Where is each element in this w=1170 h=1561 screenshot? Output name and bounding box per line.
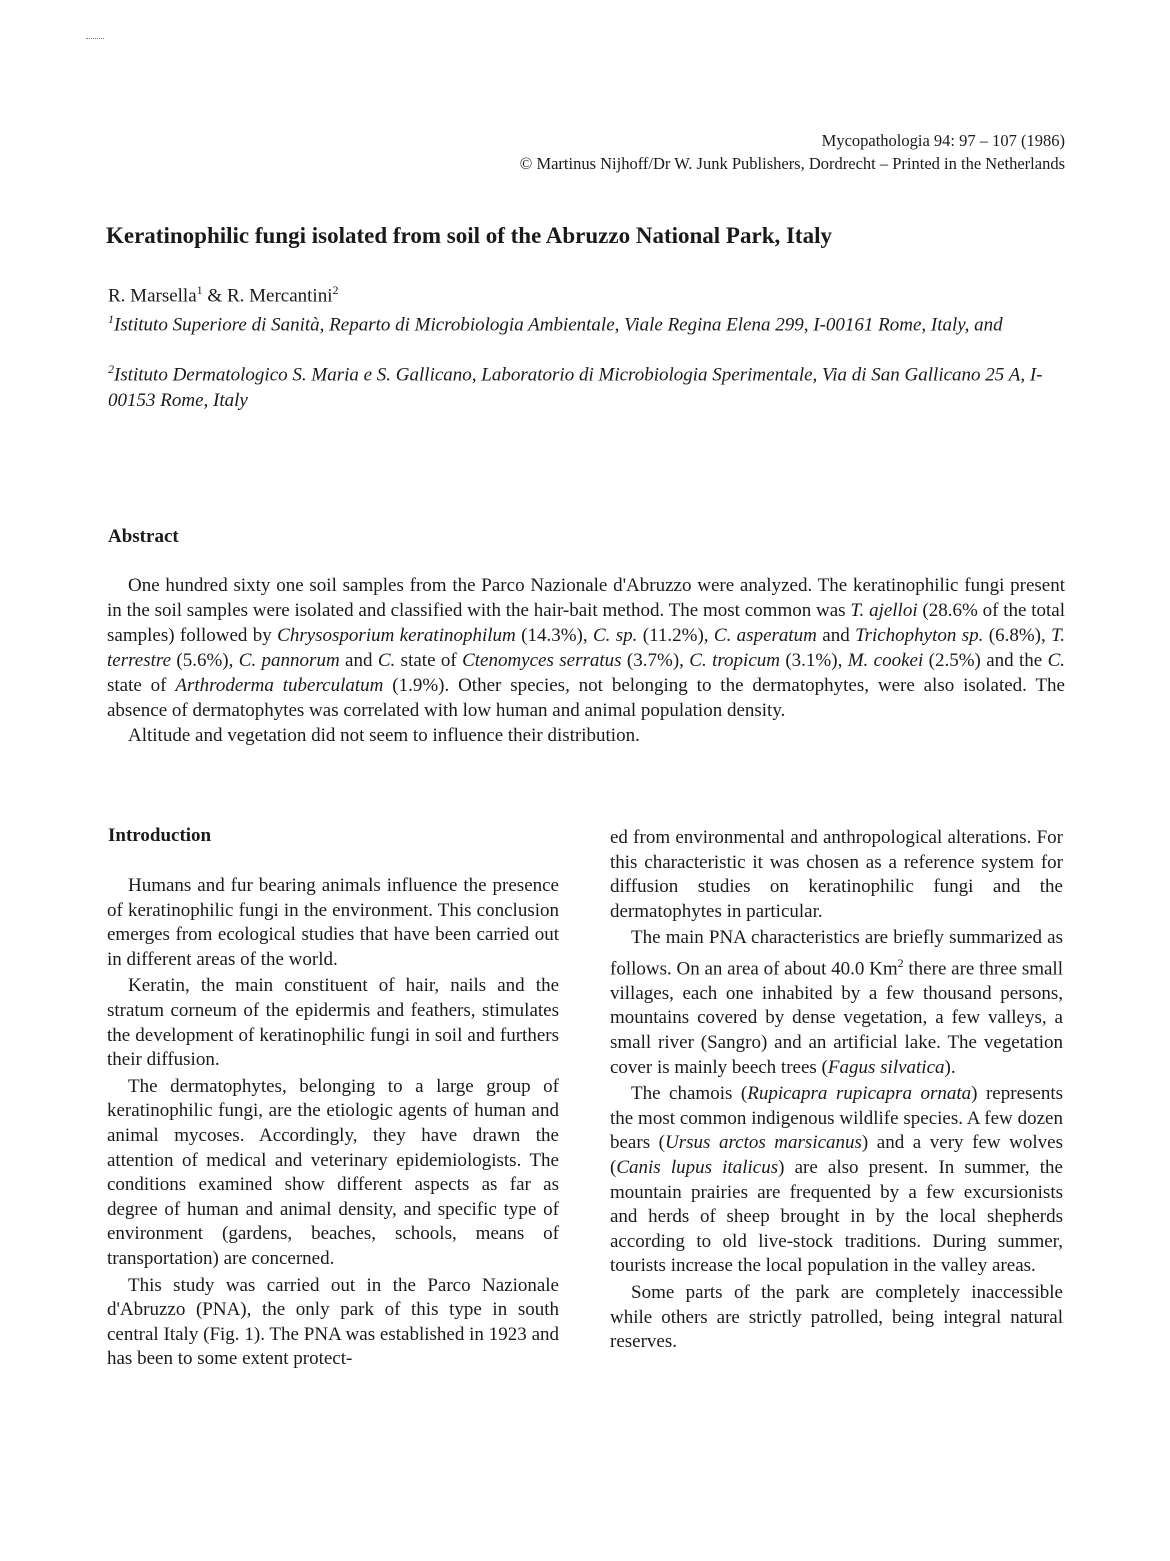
paper-title: Keratinophilic fungi isolated from soil of the Abruzzo National Park, Italy: [106, 223, 832, 248]
publisher-line: © Martinus Nijhoff/Dr W. Junk Publishers, Dordrecht – Printed in the Netherlands: [519, 154, 1065, 173]
body-paragraph: Humans and fur bearing animals influence the presence of keratinophilic fungi in the environment. This conclusion emerges from ecological studies that have been carried out in different areas of the world.: [107, 875, 559, 970]
author-sup: 1: [196, 283, 203, 297]
right-column: [610, 826, 1063, 1357]
body-paragraph: ed from environmental and anthropological alterations. For this characteristic it was chosen as a reference system for diffusion studies on keratinophilic fungi and the dermatophytes in particular.: [610, 827, 1063, 922]
abstract-body: [107, 573, 1065, 748]
affiliation-2: [108, 356, 1068, 414]
scan-mark: [86, 38, 104, 41]
abstract-paragraph: Altitude and vegetation did not seem to influence their distribution.: [128, 725, 640, 746]
author-name: R. Mercantini: [226, 285, 333, 307]
author-name: R. Marsella: [108, 285, 197, 307]
body-paragraph: Keratin, the main constituent of hair, nails and the stratum corneum of the epidermis and feathers, stimulates the development of keratinophilic fungi in soil and furthers their diffusion.: [107, 975, 559, 1071]
body-paragraph: The dermatophytes, belonging to a large group of keratinophilic fungi, are the etiologic agents of human and animal mycoses. Accordingly, they have drawn the attention of medical and veterinary epidemiologists. The conditions examined show different aspects as far as degree of human and animal density, and specific type of environment (gardens, beaches, schools, means of transportation) are concerned.: [107, 1075, 559, 1269]
body-paragraph: The chamois (Rupicapra rupicapra ornata) represents the most common indigenous wildlife species. A few dozen bears (Ursus arctos marsicanus) and a very few wolves (Canis lupus italicus) are also present. In summer, the mountain prairies are frequented by a few excursionists and herds of sheep brought in by the local shepherds according to old live-stock traditions. During summer, tourists increase the local population in the valley areas.: [610, 1083, 1064, 1277]
affiliation-1: [108, 306, 1068, 338]
author-separator: &: [202, 285, 227, 307]
affiliation-text: Istituto Superiore di Sanità, Reparto di Microbiologia Ambientale, Viale Regina Elena 299, I-00161 Rome, Italy, and: [114, 314, 1003, 336]
abstract-paragraph: One hundred sixty one soil samples from the Parco Nazionale d'Abruzzo were analyzed. The keratinophilic fungi present in the soil samples were isolated and classified with the hair-bait method. The most common was T. ajelloi (28.6% of the total samples) followed by Chrysosporium keratinophilum (14.3%), C. sp. (11.2%), C. asperatum and Trichophyton sp. (6.8%), T. terrestre (5.6%), C. pannorum and C. state of Ctenomyces serratus (3.7%), C. tropicum (3.1%), M. cookei (2.5%) and the C. state of Arthroderma tuberculatum (1.9%). Other species, not belonging to the dermatophytes, were also isolated. The absence of dermatophytes was correlated with low human and animal population density.: [107, 575, 1066, 721]
body-paragraph: This study was carried out in the Parco Nazionale d'Abruzzo (PNA), the only park of this type in south central Italy (Fig. 1). The PNA was established in 1923 and has been to some extent protect-: [107, 1274, 559, 1370]
affiliation-sup: 1: [108, 312, 114, 326]
affiliation-sup: 2: [108, 362, 114, 376]
body-paragraph: Some parts of the park are completely inaccessible while others are strictly patrolled, being integral natural reserves.: [610, 1282, 1063, 1353]
affiliation-text: Istituto Dermatologico S. Maria e S. Gallicano, Laboratorio di Microbiologia Sperimentale, Via di San Gallicano 25 A, I-00153 Rome, Italy: [108, 364, 1043, 412]
authors: [108, 283, 338, 307]
left-column: [107, 874, 559, 1374]
body-paragraph: The main PNA characteristics are briefly summarized as follows. On an area of about 40.0 Km$^2$ there are three small villages, each one inhabited by a few thousand persons, mountains covered by dense vegetation, a few valleys, a small river (Sangro) and an artificial lake. The vegetation cover is mainly beech trees (Fagus silvatica).: [610, 927, 1063, 1078]
author-sup: 2: [332, 283, 339, 297]
introduction-heading: Introduction: [108, 825, 212, 846]
abstract-heading: Abstract: [108, 526, 179, 547]
journal-citation: Mycopathologia 94: 97 – 107 (1986): [821, 131, 1065, 150]
